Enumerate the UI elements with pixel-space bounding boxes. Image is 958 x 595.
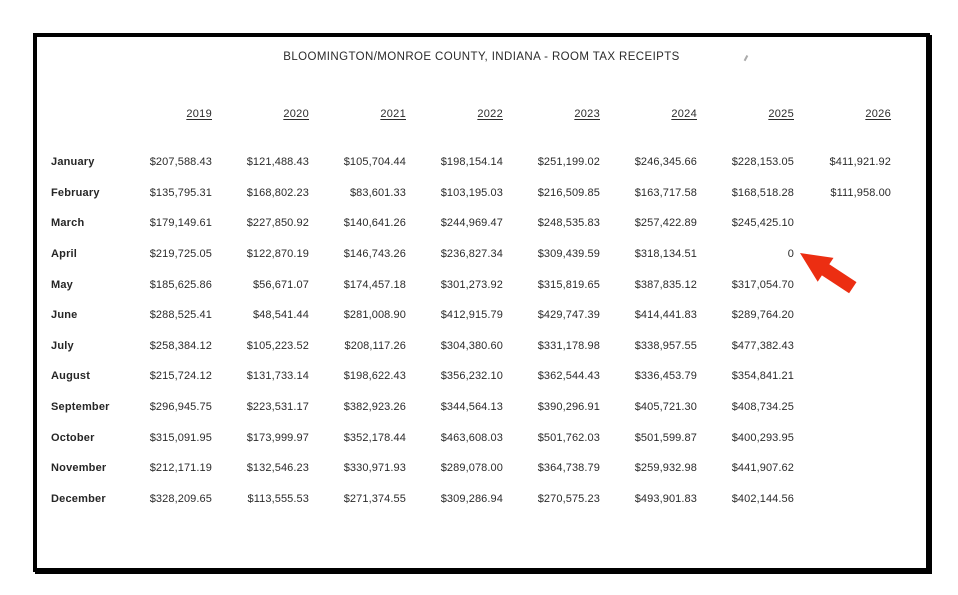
table-row (51, 392, 907, 423)
table-cell: $387,835.12 (634, 278, 697, 291)
receipts-table (51, 99, 907, 514)
table-cell: $251,199.02 (537, 156, 600, 169)
month-label: September (51, 401, 110, 414)
year-header: 2023 (574, 108, 600, 120)
table-cell: $501,762.03 (537, 431, 600, 444)
table-cell: $288,525.41 (149, 309, 212, 322)
table-cell: $258,384.12 (149, 339, 212, 352)
table-cell: $179,149.61 (149, 217, 212, 230)
table-row (51, 147, 907, 178)
table-cell: $132,546.23 (246, 462, 309, 475)
year-header: 2024 (671, 108, 697, 120)
month-label: November (51, 462, 107, 475)
table-cell: $414,441.83 (634, 309, 697, 322)
table-cell: $331,178.98 (537, 339, 600, 352)
table-row (51, 300, 907, 331)
table-cell: $223,531.17 (246, 401, 309, 414)
table-cell: $271,374.55 (343, 492, 406, 505)
table-cell: $83,601.33 (349, 186, 406, 199)
table-row (51, 361, 907, 392)
table-cell: $212,171.19 (149, 462, 212, 475)
table-cell: $356,232.10 (440, 370, 503, 383)
month-label: May (51, 278, 73, 291)
table-cell: $336,453.79 (634, 370, 697, 383)
month-label: January (51, 156, 95, 169)
table-row (51, 269, 907, 300)
table-cell: $198,622.43 (343, 370, 406, 383)
year-header: 2026 (865, 108, 891, 120)
table-cell: $390,296.91 (537, 401, 600, 414)
table-cell: $412,915.79 (440, 309, 503, 322)
table-cell: $408,734.25 (731, 401, 794, 414)
table-row (51, 208, 907, 239)
table-row (51, 331, 907, 362)
table-cell: $146,743.26 (343, 248, 406, 261)
month-label: October (51, 431, 95, 444)
table-cell: $216,509.85 (537, 186, 600, 199)
year-header: 2025 (768, 108, 794, 120)
table-cell: $301,273.92 (440, 278, 503, 291)
table-cell: $296,945.75 (149, 401, 212, 414)
table-cell: $382,923.26 (343, 401, 406, 414)
table-cell: $174,457.18 (343, 278, 406, 291)
table-cell: $315,091.95 (149, 431, 212, 444)
year-header: 2021 (380, 108, 406, 120)
table-cell: $411,921.92 (829, 156, 891, 169)
table-cell: $208,117.26 (344, 339, 406, 352)
table-body (51, 147, 907, 514)
table-cell: $352,178.44 (343, 431, 406, 444)
table-cell: $185,625.86 (149, 278, 212, 291)
table-cell: $344,564.13 (440, 401, 503, 414)
table-cell: $245,425.10 (731, 217, 794, 230)
red-arrow-shape (800, 253, 857, 293)
table-cell: $429,747.39 (537, 309, 600, 322)
table-row (51, 178, 907, 209)
table-cell: $364,738.79 (537, 462, 600, 475)
table-cell: $56,671.07 (252, 278, 309, 291)
table-cell: $281,008.90 (343, 309, 406, 322)
table-row (51, 422, 907, 453)
table-cell: $113,555.53 (247, 492, 309, 505)
table-cell: $354,841.21 (731, 370, 794, 383)
table-cell: $315,819.65 (537, 278, 600, 291)
month-label: December (51, 492, 106, 505)
table-cell: $328,209.65 (149, 492, 212, 505)
table-cell: $48,541.44 (252, 309, 309, 322)
table-cell: $105,704.44 (343, 156, 406, 169)
page-title: BLOOMINGTON/MONROE COUNTY, INDIANA - ROOM TAX RECEIPTS (283, 51, 680, 63)
annotation-arrow (797, 250, 865, 296)
table-cell: $236,827.34 (440, 248, 503, 261)
table-cell: $244,969.47 (440, 217, 503, 230)
table-cell: $257,422.89 (634, 217, 697, 230)
table-cell: $402,144.56 (731, 492, 794, 505)
table-cell: $103,195.03 (440, 186, 503, 199)
year-header: 2020 (283, 108, 309, 120)
month-label: March (51, 217, 85, 230)
table-cell: $463,608.03 (440, 431, 503, 444)
table-cell: $270,575.23 (537, 492, 600, 505)
table-cell: $105,223.52 (246, 339, 309, 352)
table-cell: $441,907.62 (731, 462, 794, 475)
table-cell: $207,588.43 (149, 156, 212, 169)
table-cell: $122,870.19 (246, 248, 309, 261)
table-cell: $111,958.00 (830, 186, 891, 199)
table-cell: $309,439.59 (537, 248, 600, 261)
table-cell: $304,380.60 (440, 339, 503, 352)
table-cell: $317,054.70 (731, 278, 794, 291)
month-label: August (51, 370, 91, 383)
table-cell: $318,134.51 (634, 248, 697, 261)
table-cell: $198,154.14 (440, 156, 503, 169)
month-label: April (51, 248, 78, 261)
table-cell: $163,717.58 (634, 186, 697, 199)
table-cell: $219,725.05 (149, 248, 212, 261)
table-cell: $309,286.94 (440, 492, 503, 505)
table-cell: $289,078.00 (440, 462, 503, 475)
table-cell: $248,535.83 (537, 217, 600, 230)
table-cell: $493,901.83 (634, 492, 697, 505)
table-cell: $405,721.30 (634, 401, 697, 414)
year-header: 2022 (477, 108, 503, 120)
table-cell: $215,724.12 (149, 370, 212, 383)
month-label: February (51, 186, 100, 199)
month-label: July (51, 339, 74, 352)
table-cell: $140,641.26 (343, 217, 406, 230)
table-cell: $259,932.98 (634, 462, 697, 475)
table-cell: $501,599.87 (634, 431, 697, 444)
table-cell: $135,795.31 (149, 186, 212, 199)
table-cell: $362,544.43 (537, 370, 600, 383)
year-header-row (51, 99, 907, 129)
table-cell: $228,153.05 (731, 156, 794, 169)
table-row (51, 453, 907, 484)
table-cell: $173,999.97 (246, 431, 309, 444)
table-cell: $477,382.43 (731, 339, 794, 352)
table-cell: $131,733.14 (246, 370, 309, 383)
year-header: 2019 (186, 108, 212, 120)
table-row (51, 239, 907, 270)
table-cell: $168,518.28 (731, 186, 794, 199)
table-cell: $330,971.93 (343, 462, 406, 475)
table-cell: $400,293.95 (731, 431, 794, 444)
table-cell: $246,345.66 (634, 156, 697, 169)
table-cell: $168,802.23 (246, 186, 309, 199)
table-cell: $227,850.92 (246, 217, 309, 230)
month-label: June (51, 309, 78, 322)
table-cell: $121,488.43 (246, 156, 309, 169)
document-page (33, 33, 930, 572)
table-cell: $338,957.55 (634, 339, 697, 352)
table-cell: $289,764.20 (731, 309, 794, 322)
highlighted-zero-cell: 0 (787, 248, 794, 261)
table-row (51, 484, 907, 515)
